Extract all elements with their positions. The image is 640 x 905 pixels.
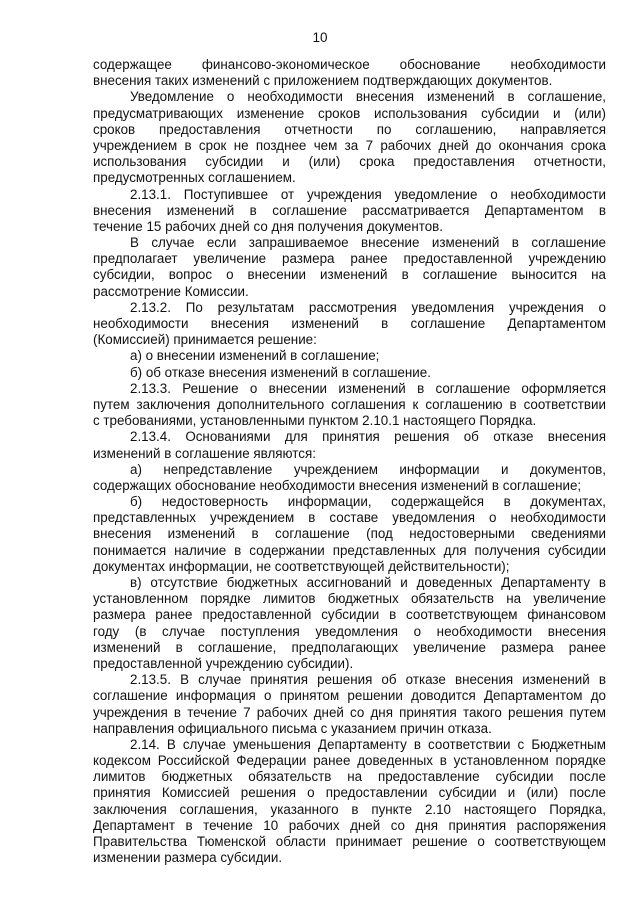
text-line: (Комиссией) принимается решение: (93, 332, 317, 348)
text-line: принятия Комиссией решения о предоставлении субсидии и (или) после (93, 785, 606, 801)
paragraph (93, 429, 606, 461)
paragraph (93, 462, 606, 494)
text-line: документах информации, не соответствующей действительности); (93, 558, 510, 574)
document-body (93, 57, 606, 866)
text-line: учреждением в срок не позднее чем за 7 рабочих дней до окончания срока (93, 137, 606, 153)
text-line: изменений в соглашение, предполагающих увеличение размера ранее (93, 639, 606, 655)
text-line: сроков предоставления отчетности по соглашению, направляется (93, 121, 606, 137)
paragraph (93, 187, 606, 236)
text-line: кодексом Российской Федерации ранее доведенных в установленном порядке (93, 753, 606, 769)
text-line: 2.13.2. По результатам рассмотрения уведомления учреждения о (130, 299, 606, 315)
text-line: 2.13.5. В случае принятия решения об отказе внесения изменений в (130, 672, 606, 688)
text-line: году (в случае поступления уведомления о необходимости внесения (93, 623, 606, 639)
text-line: направления официального письма с указанием причин отказа. (93, 720, 492, 736)
paragraph (93, 365, 606, 381)
text-line: предполагает увеличение размера ранее предоставленной учреждению (93, 251, 606, 267)
text-line: Департамент в течение 10 рабочих дней со дня принятия распоряжения (93, 817, 606, 833)
text-line: понимается наличие в содержании представленных для получения субсидии (93, 542, 606, 558)
paragraph (93, 575, 606, 672)
text-line: внесения изменений в соглашение рассматривается Департаментом в (93, 202, 606, 218)
text-line: Уведомление о необходимости внесения изменений в соглашение, (130, 89, 606, 105)
text-line: установленном порядке лимитов бюджетных обязательств на увеличение (93, 591, 606, 607)
paragraph (93, 57, 606, 89)
text-line: 2.13.4. Основаниями для принятия решения об отказе внесения (130, 429, 606, 445)
text-line: течение 15 рабочих дней со дня получения документов. (93, 218, 444, 234)
text-line: с требованиями, установленными пунктом 2.10.1 настоящего Порядка. (93, 413, 537, 429)
text-line: б) об отказе внесения изменений в соглашение. (130, 364, 431, 380)
paragraph (93, 672, 606, 737)
paragraph (93, 235, 606, 300)
text-line: предусмотренных соглашением. (93, 170, 296, 186)
text-line: содержащее финансово-экономическое обоснование необходимости (93, 57, 606, 72)
text-line: путем заключения дополнительного соглашения к соглашению в соответствии (93, 396, 606, 412)
text-line: 2.13.1. Поступившее от учреждения уведомление о необходимости (130, 186, 606, 202)
text-line: заключения соглашения, указанного в пункте 2.10 настоящего Порядка, (93, 801, 606, 817)
text-line: необходимости внесения изменений в соглашение Департаментом (93, 316, 606, 331)
text-line: соглашение информация о принятом решении доводится Департаментом до (93, 688, 606, 704)
text-line: а) о внесении изменений в соглашение; (130, 348, 380, 364)
text-line: содержащих обоснование необходимости внесения изменений в соглашение; (93, 477, 582, 493)
text-line: представленных учреждением в составе уведомления о необходимости (93, 510, 606, 526)
text-line: б) недостоверность информации, содержащейся в документах, (130, 494, 606, 510)
text-line: внесения изменений в соглашение (под недостоверными сведениями (93, 526, 606, 542)
text-line: предусматривающих изменение сроков использования субсидии и (или) (93, 105, 606, 121)
text-line: размера ранее предоставленной субсидии в соответствующем финансовом (93, 607, 606, 623)
text-line: лимитов бюджетных обязательств на предоставление субсидии после (93, 769, 606, 785)
text-line: в) отсутствие бюджетных ассигнований и доведенных Департаменту в (130, 575, 606, 590)
text-line: 2.13.3. Решение о внесении изменений в соглашение оформляется (130, 380, 606, 396)
text-line: использования субсидии и (или) срока предоставления отчетности, (93, 154, 606, 170)
text-line: изменений в соглашение являются: (93, 445, 316, 461)
text-line: а) непредставление учреждением информации и документов, (130, 461, 606, 477)
text-line: В случае если запрашиваемое внесение изменений в соглашение (130, 235, 606, 251)
paragraph (93, 300, 606, 349)
text-line: Правительства Тюменской области принимает решение о соответствующем (93, 834, 606, 849)
paragraph (93, 89, 606, 186)
text-line: рассмотрение Комиссии. (93, 283, 249, 299)
text-line: субсидии, вопрос о внесении изменений в соглашение выносится на (93, 267, 606, 283)
text-line: предоставленной учреждению субсидии). (93, 655, 354, 671)
paragraph (93, 381, 606, 430)
text-line: учреждения в течение 7 рабочих дней со дня принятия такого решения путем (93, 704, 606, 720)
page-number: 10 (312, 30, 328, 45)
text-line: 2.14. В случае уменьшения Департаменту в соответствии с Бюджетным (130, 736, 606, 752)
text-line: изменении размера субсидии. (93, 850, 283, 866)
text-line: внесения таких изменений с приложением подтверждающих документов. (93, 73, 553, 89)
paragraph (93, 737, 606, 867)
paragraph (93, 348, 606, 364)
paragraph (93, 494, 606, 575)
